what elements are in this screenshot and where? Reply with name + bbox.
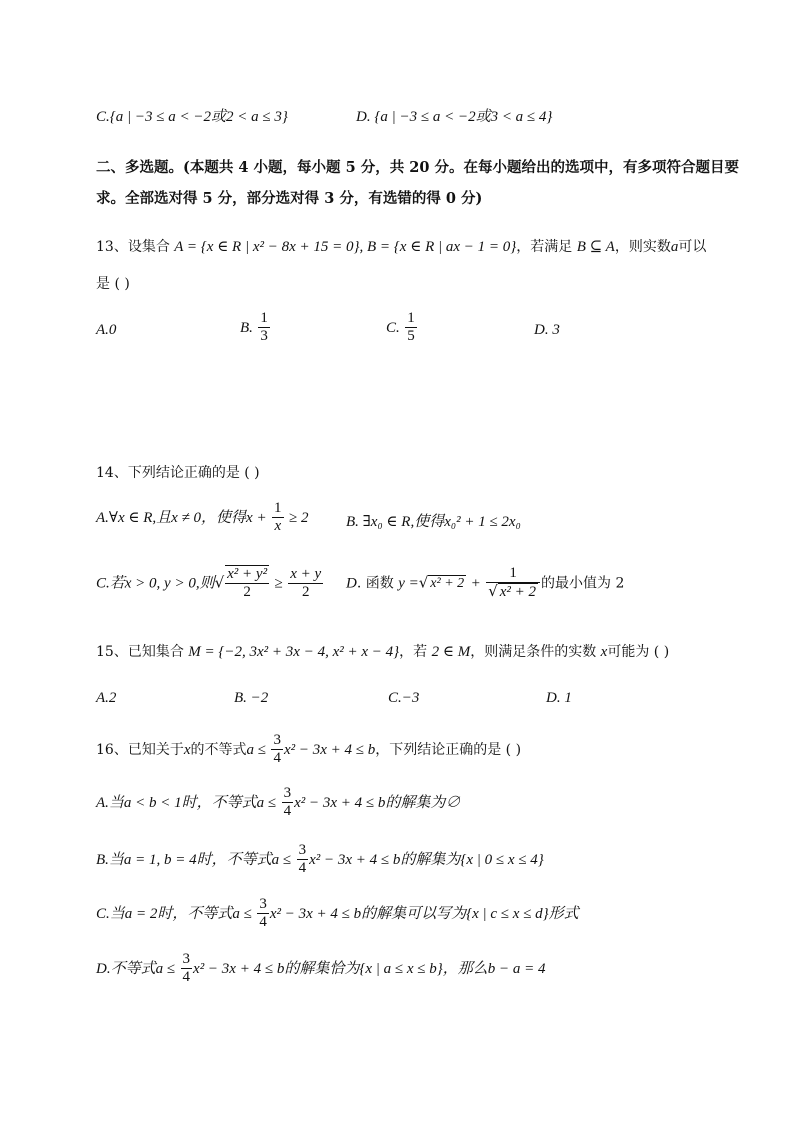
q13-b-fraction: $\frac{1}{3}$ [260, 310, 268, 345]
q13-stem: 13、设集合 A = {x ∈ R | x² − 8x + 15 = 0}, B = {x ∈ R | ax − 1 = 0}，若满足 B ⊆ A，则实数a可以 [96, 239, 707, 255]
q13-option-d: D. 3 [534, 322, 560, 338]
q15-option-d: D. 1 [546, 690, 572, 706]
sqrt-icon: √ [488, 582, 498, 601]
q16-stem: 16、已知关于x的不等式a ≤ $\frac{3}{4}$ x² − 3x + 4 ≤ b，下列结论正确的是 ( ) [96, 732, 522, 767]
q12-option-c: C.{a | −3 ≤ a < −2或2 < a ≤ 3} [96, 109, 288, 125]
q14-d-fraction: $\frac{1}{\text{√ x² + 2}}$ [486, 565, 540, 602]
q16-stem-fraction: $\frac{3}{4}$ [273, 732, 281, 767]
q15-stem: 15、已知集合 M = {−2, 3x² + 3x − 4, x² + x − 4}，若 2 ∈ M，则满足条件的实数 x可能为 ( ) [96, 644, 670, 660]
sqrt-icon: √ [214, 573, 225, 592]
q13-stem-line2: 是 ( ) [96, 276, 130, 292]
q14-option-b: B. ∃x₀ ∈ R,使得x₀² + 1 ≤ 2x₀ [346, 514, 521, 530]
q12-option-d: D. {a | −3 ≤ a < −2或3 < a ≤ 4} [356, 109, 553, 125]
q16-option-d: D.不等式a ≤ $\frac{3}{4}$ x² − 3x + 4 ≤ b的解集恰为{x | a ≤ x ≤ b}，那么b − a = 4 [96, 951, 546, 986]
q16-b-fraction: $\frac{3}{4}$ [298, 842, 307, 877]
q14-a-fraction: $\frac{1}{x}$ [274, 500, 282, 535]
q16-d-fraction: $\frac{3}{4}$ [182, 951, 191, 986]
q14-option-c: C.若x > 0, y > 0,则√ $\frac{\text{x² + y²}}{2}$ ≥ $\frac{x + y}{2}$ [96, 565, 322, 601]
q16-c-fraction: $\frac{3}{4}$ [259, 896, 267, 931]
q16-option-b: B.当a = 1, b = 4时，不等式a ≤ $\frac{3}{4}$ x² − 3x + 4 ≤ b的解集为{x | 0 ≤ x ≤ 4} [96, 842, 544, 877]
q15-option-b: B. −2 [234, 690, 269, 706]
q16-option-a: A.当a < b < 1时，不等式a ≤ $\frac{3}{4}$ x² − 3x + 4 ≤ b的解集为∅ [96, 785, 461, 820]
q13-option-b: B. $\frac{1}{3}$ [240, 310, 268, 345]
q14-option-d: D. 函数 y =√ x² + 2 + $\frac{1}{\text{√ x² + 2}}$ 的最小值为 2 [346, 565, 625, 601]
q15-option-a: A.2 [96, 690, 117, 706]
q16-a-fraction: $\frac{3}{4}$ [283, 785, 292, 820]
q13-c-fraction: $\frac{1}{5}$ [407, 310, 415, 345]
q13-option-a: A.0 [96, 322, 117, 338]
sqrt-icon: √ [418, 573, 429, 592]
section-heading-line1: 二、多选题。(本题共 4 小题，每小题 5 分，共 20 分。在每小题给出的选项中，有多项符合题目要 [96, 159, 740, 176]
q14-option-a: A.∀x ∈ R,且x ≠ 0，使得x + $\frac{1}{x}$ ≥ 2 [96, 500, 309, 535]
q13-option-c: C. $\frac{1}{5}$ [386, 310, 415, 345]
q16-option-c: C.当a = 2时，不等式a ≤ $\frac{3}{4}$ x² − 3x + 4 ≤ b的解集可以写为{x | c ≤ x ≤ d}形式 [96, 896, 579, 931]
q14-c-root-fraction: $\frac{\text{x² + y²}}{2}$ [227, 566, 268, 601]
section-heading-line2: 求。全部选对得 5 分，部分选对得 3 分，有选错的得 0 分) [96, 190, 483, 207]
q14-stem: 14、下列结论正确的是 ( ) [96, 465, 260, 481]
q15-option-c: C.−3 [388, 690, 420, 706]
q14-c-fraction: $\frac{x + y}{2}$ [290, 565, 322, 600]
